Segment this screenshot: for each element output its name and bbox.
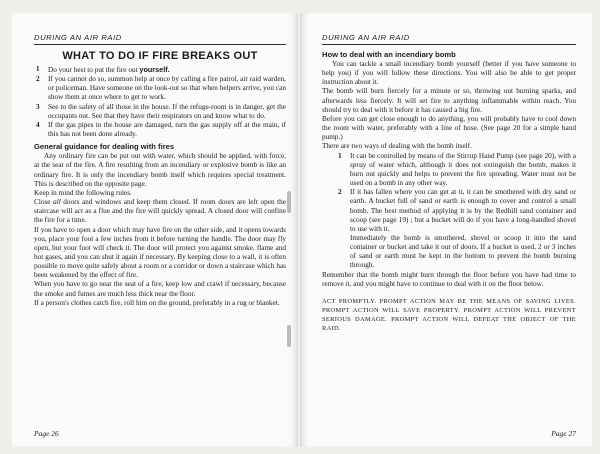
- list-item: [34, 103, 286, 121]
- list-item: [34, 75, 286, 102]
- paragraph: Before you can get close enough to do anything, you will probably have to cool down the room with water, preferably with a line of hose. (See page 20 for a simple hand pump.): [322, 114, 576, 142]
- list-item: [34, 65, 286, 75]
- step-text: If you cannot do so, summon help at once by calling a fire patrol, air raid warden, or policeman. Have someone on the look-out so that when helpers arrive, you can show them at once where to get to work.: [48, 75, 286, 102]
- step-emphasis: yourself.: [139, 65, 170, 74]
- page-number: Page 27: [551, 429, 576, 438]
- step-number: 1: [36, 65, 40, 73]
- step-number: 3: [36, 102, 40, 111]
- chapter-title: WHAT TO DO IF FIRE BREAKS OUT: [62, 50, 258, 62]
- page-number: Page 26: [34, 429, 59, 438]
- paragraph: Any ordinary fire can be put out with water, which should be applied, with force, at the seat of the fire. A fire resulting from an incendiary or explosive bomb is like an ordinary fire. It is only the incendiary bomb itself which requires special treatment. This is described on the opposite page.: [34, 152, 286, 188]
- paragraph: Close all doors and windows and keep them closed. If room doors are left open the staircase will act as a flue and the fire will quickly spread. A closed door will confine the fire for a time.: [34, 198, 286, 225]
- paragraph: If a person's clothes catch fire, roll him on the ground, preferably in a rug or blanket.: [34, 298, 280, 307]
- paragraph: You can tackle a small incendiary bomb yourself (better if you have someone to help you) if you will follow these directions. You will also be able to get proper instruction about it.: [322, 60, 576, 87]
- list-item: [34, 121, 286, 139]
- step-number: 1: [338, 151, 342, 160]
- running-head: DURING AN AIR RAID: [34, 33, 286, 45]
- paragraph: If you have to open a door which may have fire on the other side, and it opens towards you, place your foot a few inches from it before turning the handle. The door may fly open, but your foot will check it. The door will protect you against smoke, flame and hot gases, and you can shut it again if necessary. By keeping close to a wall, it is often possible to move quite safely about a room or a corridor or down a staircase which has been weakened by the effect of fire.: [34, 225, 286, 280]
- step-text: If the gas pipes in the house are damaged, turn the gas supply off at the main, if this has not been done already.: [48, 120, 286, 139]
- list-item: 1 It can be controlled by means of the Stirrup Hand Pump (see page 20), with a spray of water which, although it does not extinguish the bomb, makes it burn out quickly and helps to prevent the fire spreading. Water must not be used on a bomb in any other way.: [338, 151, 576, 188]
- ink-mark: [287, 325, 291, 347]
- paragraph: The bomb will burn fiercely for a minute or so, throwing out burning sparks, and afterwards less fiercely. It will set fire to anything inflammable within reach. You should try to deal with it before it has caused a big fire.: [322, 87, 576, 114]
- paragraph: There are two ways of dealing with the bomb itself.: [322, 142, 472, 151]
- paragraph: When you have to go near the seat of a fire, keep low and crawl if necessary, because the smoke and fumes are much less thick near the floor.: [34, 280, 286, 298]
- step-number: 2: [36, 75, 40, 84]
- step-number: 4: [36, 120, 40, 129]
- paragraph: Remember that the bomb might burn through the floor before you have had time to remove it, and you might have to continue to deal with it on the floor below.: [322, 270, 576, 288]
- running-head: DURING AN AIR RAID: [322, 33, 576, 45]
- section-heading: General guidance for dealing with fires: [34, 142, 175, 152]
- step-text: See to the safety of all those in the house. If the refuge-room is in danger, get the occupants out. See that they have their respirators on and know what to do.: [48, 102, 286, 120]
- ink-mark: [287, 191, 291, 213]
- section-heading: How to deal with an incendiary bomb: [322, 50, 456, 59]
- methods-list: [336, 152, 576, 271]
- list-item: 2 If it has fallen where you can get at it, it can be smothered with dry sand or earth. A bucket full of sand or earth is enough to cover and control a small bomb. The best method of applying it is by the Redhill sand container and scoop (see page 19) ; but a bucket will do if you have a long-handled shovel to use with it. Immediately the bomb is smothered, shovel or scoop it into the sand container or bucket and take it out of doors. If a bucket is used, 2 or 3 inches of sand or earth must be kept in the bottom to prevent the bomb burning through.: [338, 188, 576, 270]
- closing-notice: ACT PROMPTLY. PROMPT ACTION MAY BE THE MEANS OF SAVING LIVES. PROMPT ACTION WILL SAVE PROPERTY. PROMPT ACTION WILL PREVENT SERIOUS DAMAGE. PROMPT ACTION WILL DEFEAT THE OBJECT OF THE RAID.: [322, 297, 576, 333]
- paragraph: Keep in mind the following rules.: [34, 188, 132, 197]
- right-page: [300, 13, 592, 447]
- left-page: [12, 13, 298, 447]
- step-text: Do your best to put the fire out: [48, 66, 140, 74]
- step-number: 2: [338, 188, 342, 197]
- steps-list: [34, 65, 286, 139]
